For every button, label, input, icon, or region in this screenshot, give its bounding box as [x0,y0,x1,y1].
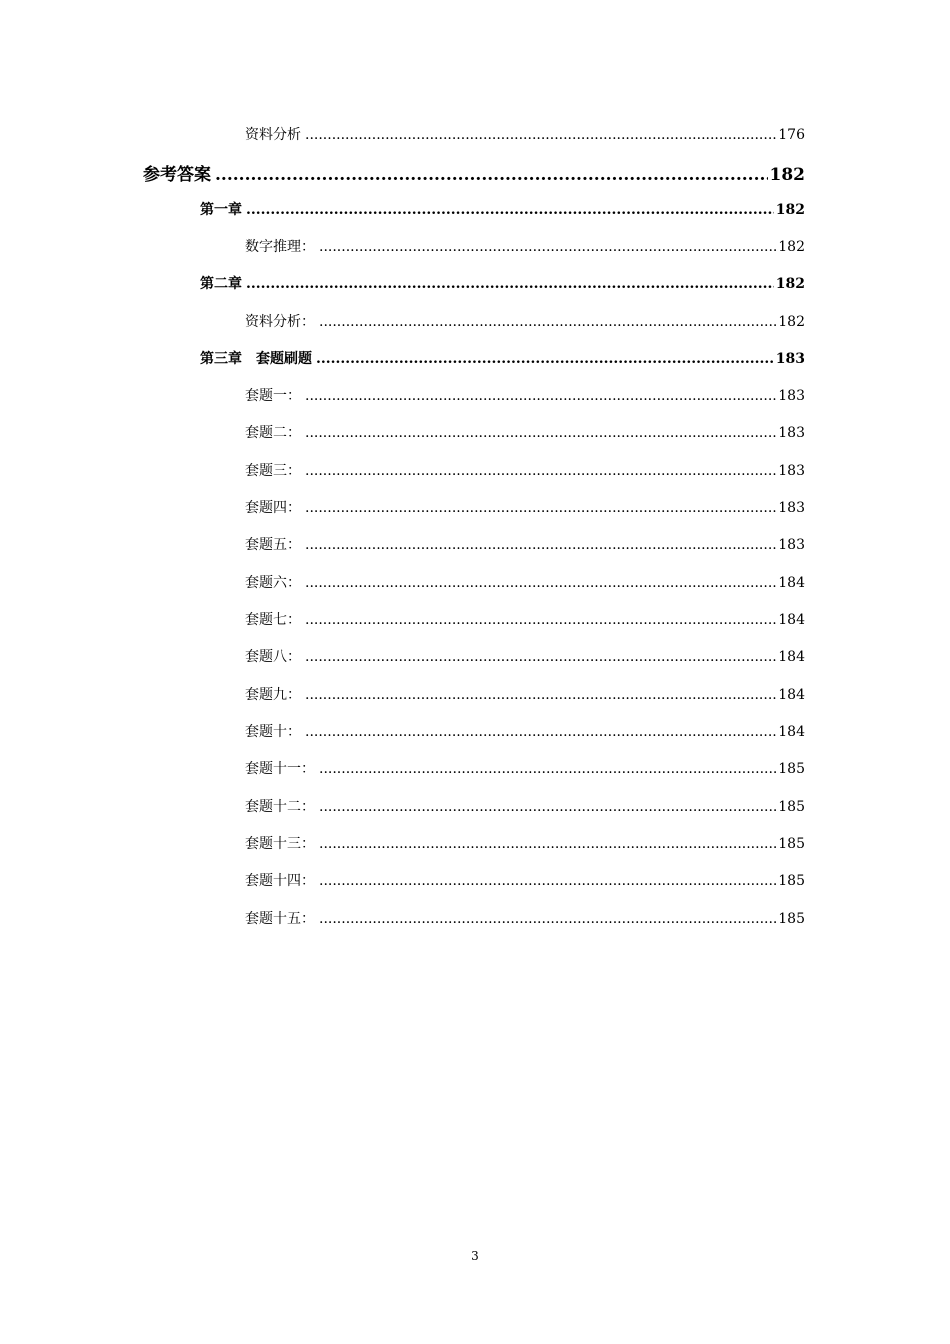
toc-entry-page: 183 [778,537,805,553]
toc-leader-dots [319,911,776,927]
toc-entry-label: 套题七： [245,612,301,628]
toc-entry-label: 资料分析： [245,314,315,330]
toc-entry-page: 184 [778,575,805,591]
toc-leader-dots [305,425,776,441]
toc-entry-page: 183 [775,351,805,367]
toc-entry[interactable] [245,311,805,331]
toc-entry-page: 182 [778,239,805,255]
toc-entry-label: 套题二： [245,425,301,441]
toc-entry-page: 183 [778,463,805,479]
toc-entry-label: 套题三： [245,463,301,479]
toc-leader-dots [305,724,776,740]
toc-entry[interactable] [245,758,805,778]
toc-entry[interactable] [245,609,805,629]
toc-leader-dots [305,388,776,404]
toc-entry[interactable] [245,534,805,554]
toc-entry[interactable] [200,348,805,368]
toc-entry[interactable] [143,160,805,185]
toc-entry[interactable] [245,497,805,517]
toc-entry-page: 182 [769,165,805,185]
toc-leader-dots [305,127,776,143]
toc-leader-dots [305,575,776,591]
toc-entry[interactable] [200,273,805,293]
toc-leader-dots [215,165,768,185]
toc-entry-page: 183 [778,500,805,516]
toc-entry-page: 183 [778,425,805,441]
toc-entry[interactable] [245,833,805,853]
toc-entry[interactable] [245,721,805,741]
toc-entry-label: 参考答案 [143,165,211,185]
toc-entry-label: 套题五： [245,537,301,553]
toc-entry-page: 182 [775,276,805,292]
toc-leader-dots [316,351,774,367]
toc-entry-page: 184 [778,724,805,740]
toc-entry[interactable] [245,422,805,442]
toc-entry-page: 185 [778,911,805,927]
toc-leader-dots [305,612,776,628]
toc-entry-page: 185 [778,761,805,777]
toc-entry-label: 套题四： [245,500,301,516]
toc-entry-label: 第一章 [200,202,242,218]
toc-entry-label: 套题十三： [245,836,315,852]
toc-leader-dots [305,463,776,479]
toc-entry[interactable] [245,236,805,256]
toc-entry[interactable] [245,572,805,592]
toc-entry-page: 185 [778,836,805,852]
toc-entry[interactable] [245,385,805,405]
toc-entry[interactable] [245,908,805,928]
toc-leader-dots [305,687,776,703]
toc-entry-label: 套题一： [245,388,301,404]
toc-leader-dots [305,537,776,553]
toc-leader-dots [319,873,776,889]
toc-entry-label: 套题十： [245,724,301,740]
page-number: 3 [471,1249,479,1263]
toc-leader-dots [305,649,776,665]
toc-entry-page: 183 [778,388,805,404]
toc-entry[interactable] [245,870,805,890]
toc-entry-label: 第二章 [200,276,242,292]
toc-leader-dots [319,836,776,852]
toc-entry-page: 182 [775,202,805,218]
toc-entry-label: 套题十二： [245,799,315,815]
toc-entry[interactable] [245,646,805,666]
toc-entry-label: 套题十四： [245,873,315,889]
toc-entry-label: 第三章 套题刷题 [200,351,312,367]
toc-entry-page: 184 [778,687,805,703]
toc-entry[interactable] [245,124,805,144]
toc-leader-dots [319,799,776,815]
toc-entry-label: 套题六： [245,575,301,591]
toc-entry-label: 数字推理： [245,239,315,255]
toc-leader-dots [319,239,776,255]
toc-entry-page: 184 [778,649,805,665]
toc-entry[interactable] [245,796,805,816]
toc-entry-label: 套题十五： [245,911,315,927]
toc-entry-page: 185 [778,873,805,889]
toc-leader-dots [305,500,776,516]
toc-entry-label: 资料分析 [245,127,301,143]
toc-leader-dots [246,276,774,292]
toc-entry[interactable] [245,684,805,704]
toc-entry-page: 176 [778,127,805,143]
toc-entry[interactable] [245,460,805,480]
toc-entry[interactable] [200,199,805,219]
toc-entry-page: 182 [778,314,805,330]
toc-entry-label: 套题八： [245,649,301,665]
toc-entry-label: 套题九： [245,687,301,703]
toc-entry-page: 185 [778,799,805,815]
toc-entry-label: 套题十一： [245,761,315,777]
toc-leader-dots [246,202,774,218]
toc-entry-page: 184 [778,612,805,628]
toc-leader-dots [319,314,776,330]
toc-leader-dots [319,761,776,777]
